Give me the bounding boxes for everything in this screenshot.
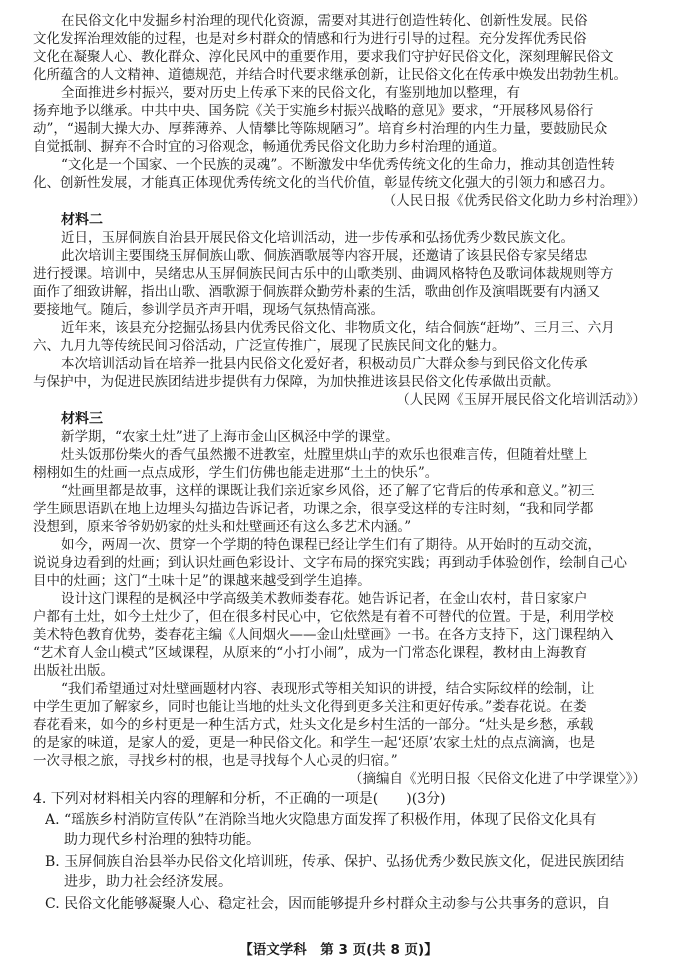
text-line: 出版社出版。: [33, 663, 114, 679]
section-heading: 材料二: [61, 212, 103, 228]
text-line: 化所蕴含的人文精神、道德规范，并结合时代要求继承创新，让民俗文化在传承中焕发出勃勃生机。: [33, 67, 627, 83]
text-line: 本次培训活动旨在培养一批县内民俗文化爱好者，积极动员广大群众参与到民俗文化传承: [61, 356, 588, 372]
question-stem: 4. 下列对材料相关内容的理解和分析，不正确的一项是( )(3分): [33, 791, 446, 807]
option-b-line-2[interactable]: 进步，助力社会经济发展。: [64, 874, 232, 890]
text-line: 没想到，原来爷爷奶奶家的灶头和灶壁画还有这么多艺术内涵。”: [33, 519, 412, 535]
text-line: 扬弃地予以继承。中共中央、国务院《关于实施乡村振兴战略的意见》要求，“开展移风易俗行: [33, 103, 594, 119]
text-line: “文化是一个国家、一个民族的灵魂”。不断激发中华优秀传统文化的生命力，推动其创造性转: [61, 157, 615, 173]
text-line: 近日，玉屏侗族自治县开展民俗文化培训活动，进一步传承和弘扬优秀少数民族文化。: [61, 230, 574, 246]
source-citation: （人民日报《优秀民俗文化助力乡村治理》）: [382, 193, 646, 209]
text-line: 自觉抵制、摒弃不合时宜的习俗观念，畅通优秀民俗文化助力乡村治理的通道。: [33, 139, 506, 155]
text-line: 文化发挥治理效能的过程，也是对乡村群众的情感和行为进行引导的过程。充分发挥优秀民俗: [33, 31, 587, 47]
page-footer: 【语文学科 第 3 页(共 8 页)】: [239, 942, 438, 958]
text-line: 户都有土灶，如今土灶少了，但在很多村民心中，它依然是有着不可替代的位置。于是，利用学校: [33, 609, 614, 625]
text-line: 全面推进乡村振兴，要对历史上传承下来的民俗文化，有鉴别地加以整理，有: [61, 85, 520, 101]
text-line: 与保护中，为促进民族团结进步提供有力保障，为加快推进该县民俗文化传承做出贡献。: [33, 374, 560, 390]
text-line: 要接地气。随后，参训学员齐声开唱，现场气氛热情高涨。: [33, 302, 384, 318]
text-line: “艺术育人金山模式”区域课程，从原来的“小打小闹”，成为一门常态化课程，教材由上海教育: [33, 645, 588, 661]
text-line: 目中的灶画；这门“土味十足”的课越来越受到学生追捧。: [33, 573, 371, 589]
text-line: 学生顾思语趴在地上边埋头勾描边告诉记者，功课之余，很享受这样的专注时刻，“我和同学都: [33, 501, 594, 517]
option-a-line-2[interactable]: 助力现代乡村治理的独特功能。: [64, 832, 260, 848]
text-line: 文化在凝聚人心、教化群众、淳化民风中的重要作用，要求我们守护好民俗文化，深刻理解民俗文: [33, 49, 614, 65]
text-line: 的是家的味道，是家人的爱，更是一种民俗文化。和学生一起‘还原’农家土灶的点点滴滴，也是: [33, 735, 596, 751]
text-line: 此次培训主要围绕玉屏侗族山歌、侗族酒歌展等内容开展，还邀请了该县民俗专家吴绪忠: [61, 248, 588, 264]
option-c-line-1[interactable]: C. 民俗文化能够凝聚人心、稳定社会，因而能够提升乡村群众主动参与公共事务的意识，自: [45, 896, 611, 912]
text-line: “灶画里都是故事，这样的课既让我们亲近家乡风俗，还了解了它背后的传承和意义。”初三: [61, 483, 595, 499]
text-line: 设计这门课程的是枫泾中学高级美术教师娄春花。她告诉记者，在金山农村，昔日家家户: [61, 591, 588, 607]
text-line: 化、创新性发展，才能真正体现优秀传统文化的当代价值，彰显传统文化强大的引领力和感召力。: [33, 175, 614, 191]
text-line: 如今，两周一次、贯穿一个学期的特色课程已经让学生们有了期待。从开始时的互动交流，: [61, 537, 601, 553]
text-line: 新学期，“农家土灶”进了上海市金山区枫泾中学的课堂。: [61, 429, 399, 445]
text-line: 面作了细致讲解，指出山歌、酒歌源于侗族群众勤劳朴素的生活，歌曲创作及演唱既要有内涵又: [33, 284, 600, 300]
source-citation: （人民网《玉屏开展民俗文化培训活动》）: [396, 392, 646, 408]
text-line: 栩栩如生的灶画一点点成形，学生们仿佛也能走进那“土土的快乐”。: [33, 465, 439, 481]
text-line: 美术特色教育优势，娄春花主编《人间烟火——金山灶壁画》一书。在各方支持下，这门课程纳入: [33, 627, 614, 643]
option-a-line-1[interactable]: A. “瑶族乡村消防宣传队”在消除当地火灾隐患方面发挥了积极作用，体现了民俗文化具有: [45, 812, 597, 828]
source-citation: （摘编自《光明日报〈民俗文化进了中学课堂〉》）: [349, 771, 646, 787]
text-line: “我们希望通过对灶壁画题材内容、表现形式等相关知识的讲授，结合实际纹样的绘制，让: [61, 681, 595, 697]
text-line: 进行授课。培训中，吴绪忠从玉屏侗族民间古乐中的山歌类别、曲调风格特色及歌词体裁规则等方: [33, 266, 614, 282]
option-b-line-1[interactable]: B. 玉屏侗族自治县举办民俗文化培训班，传承、保护、弘扬优秀少数民族文化，促进民族团结: [45, 854, 625, 870]
text-line: 动”，“遏制大操大办、厚葬薄养、人情攀比等陈规陋习”。培育乡村治理的内生力量，要鼓励民众: [33, 121, 608, 137]
text-line: 近年来，该县充分挖掘弘扬县内优秀民俗文化、非物质文化，结合侗族“赶坳”、三月三、六月: [61, 320, 615, 336]
text-line: 灶头饭那份柴火的香气虽然搬不进教室，灶膛里烘山芋的欢乐也很难言传，但随着灶壁上: [61, 447, 588, 463]
text-line: 在民俗文化中发掘乡村治理的现代化资源，需要对其进行创造性转化、创新性发展。民俗: [61, 13, 588, 29]
text-line: 中学生更加了解家乡，同时也能让当地的灶头文化得到更多关注和更好传承。”娄春花说。在娄: [33, 699, 587, 715]
text-line: 一次寻根之旅，寻找乡村的根，也是寻找每个人心灵的归宿。”: [33, 753, 398, 769]
text-line: 说说身边看到的灶画；到认识灶画色彩设计、文字布局的探究实践；再到动手体验创作，绘制自己心: [33, 555, 627, 571]
text-line: 六、九月九等传统民间习俗活动，广泛宣传推广，展现了民族民间文化的魅力。: [33, 338, 506, 354]
section-heading: 材料三: [61, 411, 103, 427]
text-line: 春花看来，如今的乡村更是一种生活方式，灶头文化是乡村生活的一部分。“灶头是乡愁，承载: [33, 717, 594, 733]
